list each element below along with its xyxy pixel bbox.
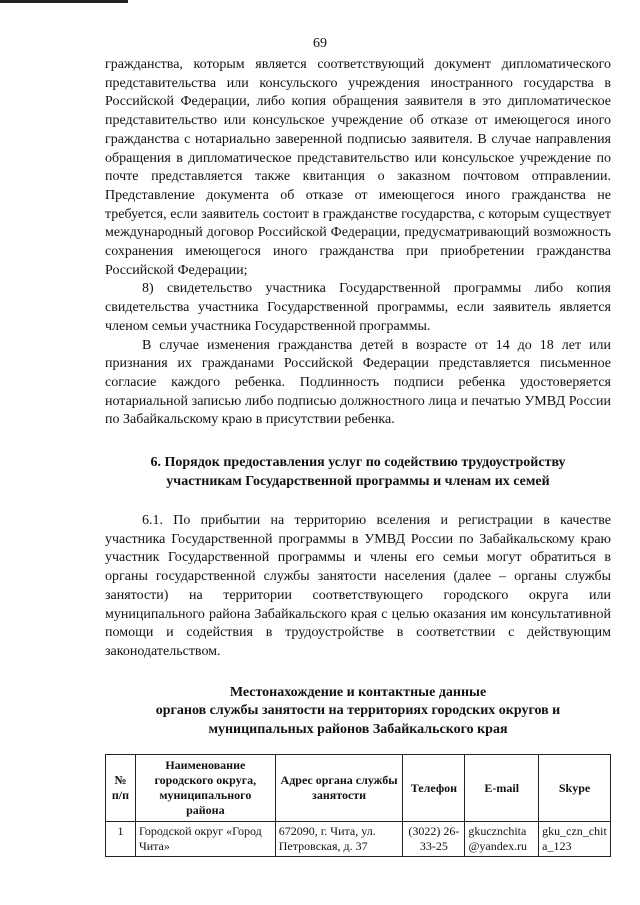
cell-name: Городской округ «Город Чита» [135, 822, 275, 857]
header-num: № п/п [106, 755, 136, 822]
paragraph-3: В случае изменения гражданства детей в возрасте от 14 до 18 лет или признания их гражданами Российской Федерации представляется письменное согласие каждого ребенка. Подлинность подписи ребенка удостоверяется нотариальной записью либо подписью должностного лица и печатью УМВД России по Забайкальскому краю в присутствии ребенка. [105, 337, 611, 428]
paragraph-2: 8) свидетельство участника Государственной программы либо копия свидетельства участника Государственной программы, если заявитель является членом семьи участника Государственной программы. [105, 281, 611, 334]
cell-skype: gku_czn_chita_123 [539, 822, 611, 857]
table-header-row [106, 755, 611, 822]
cell-address: 672090, г. Чита, ул. Петровская, д. 37 [275, 822, 403, 857]
table-heading-line-1: Местонахождение и контактные данные [229, 684, 487, 700]
cell-phone: (3022) 26-33-25 [403, 822, 465, 857]
page-number: 69 [313, 36, 327, 51]
cell-num: 1 [106, 822, 136, 857]
employment-offices-table [105, 754, 611, 857]
document-body [105, 56, 611, 857]
paragraph-4: 6.1. По прибытии на территорию вселения и регистрации в качестве участника Государственной программы в УМВД России по Забайкальскому краю участник Государственной программы и члены его семьи могут обратиться в органы государственной службы занятости населения (далее – органы службы занятости) на территории соответствующего городского округа или муниципального района Забайкальского края с целью оказания им консультативной помощи и содействия в трудоустройстве в соответствии с действующим законодательством. [105, 513, 611, 659]
header-skype: Skype [539, 755, 611, 822]
header-phone: Телефон [403, 755, 465, 822]
table-heading-line-2: органов службы занятости на территориях городских округов и [155, 703, 561, 719]
paragraph-1: гражданства, которым является соответствующий документ дипломатического представительства или консульского учреждения иностранного государства в Российской Федерации, либо копия обращения заявителя в это дипломатическое представительство или консульское учреждение об отказе от имеющегося иного гражданства с нотариально заверенной подписью заявителя. В случае направления обращения в дипломатическое представительство или консульское учреждение по почте представляется также квитанция о заказном почтовом отправлении. Представление документа об отказе от имеющегося иного гражданства не требуется, если заявитель состоит в гражданстве государства, с которым существует международный договор Российской Федерации, предусматривающий возможность сохранения имеющегося иного гражданства при приобретении гражданства Российской Федерации; [105, 57, 611, 278]
section-heading-line-2: участникам Государственной программы и членам их семей [166, 473, 550, 489]
section-heading-line-1: 6. Порядок предоставления услуг по содействию трудоустройству [150, 455, 566, 471]
section-heading [105, 454, 611, 491]
table-row [106, 822, 611, 857]
cell-email: gkucznchita@yandex.ru [465, 822, 539, 857]
top-rule [0, 0, 128, 3]
header-address: Адрес органа службы занятости [275, 755, 403, 822]
header-name: Наименование городского округа, муниципального района [135, 755, 275, 822]
header-email: E-mail [465, 755, 539, 822]
table-heading-line-3: муниципальных районов Забайкальского края [208, 721, 508, 737]
table-heading [105, 684, 611, 740]
